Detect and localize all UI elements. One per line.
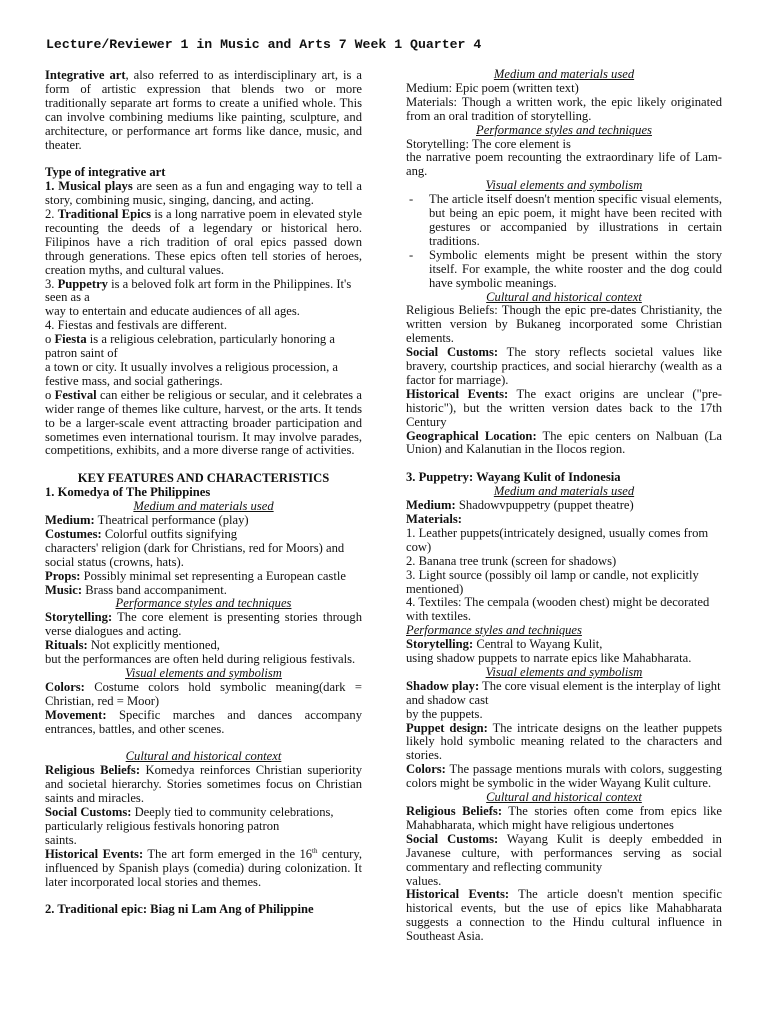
epic-medium: Medium: Epic poem (written text): [406, 80, 579, 95]
epic-storytelling-cont: the narrative poem recounting the extraordinary life of Lam-ang.: [406, 150, 722, 179]
komedya-sub-visual: Visual elements and symbolism: [125, 665, 282, 680]
komedya-social: Social Customs: Deeply tied to community celebrations, particularly religious festivals honoring patron: [45, 804, 334, 833]
wayang-material-2: 2. Banana tree trunk (screen for shadows): [406, 553, 617, 568]
komedya-storytelling: Storytelling: The core element is presenting stories through verse dialogues and acting.: [45, 610, 362, 639]
types-heading: Type of integrative art: [45, 165, 166, 180]
left-column: [45, 69, 362, 917]
type-puppetry: 3. Puppetry is a beloved folk art form in the Philippines. It's seen as a: [45, 276, 352, 305]
wayang-sub-cultural: Cultural and historical context: [486, 790, 642, 805]
document-title: Lecture/Reviewer 1 in Music and Arts 7 Week 1 Quarter 4: [46, 37, 482, 52]
komedya-heading: 1. Komedya of The Philippines: [45, 485, 211, 500]
wayang-heading: 3. Puppetry: Wayang Kulit of Indonesia: [406, 470, 621, 485]
komedya-religious: Religious Beliefs: Komedya reinforces Christian superiority and societal hierarchy. Stories sometimes focus on Christian saints and miracles.: [45, 763, 362, 806]
intro-text: , also referred to as interdisciplinary art, is a form of artistic expression that blends two or more traditionally separate art forms to create a unified whole. This can involve combining mediums like painting, sculpture, and architecture, or performance art forms like dance, music, and theater.: [45, 68, 362, 152]
wayang-material-1: 1. Leather puppets(intricately designed, usually comes from cow): [406, 525, 709, 554]
wayang-social-cont: values.: [406, 873, 442, 888]
komedya-movement: Movement: Specific marches and dances accompany entrances, battles, and other scenes.: [45, 707, 362, 736]
festival-item: o Festival can either be religious or secular, and it celebrates a wider range of themes like culture, harvest, or the arts. It tends to be a larger-scale event attracting broader participation and sometimes even international tourism. It may involve parades, competitions, exhibits, and a more diverse range of activities.: [45, 387, 362, 458]
komedya-sub-medium: Medium and materials used: [133, 499, 274, 514]
list-item: - The article itself doesn't mention specific visual elements, but being an epic poem, it might have been recited with gestures or accompanied by illustrations in certain traditions.: [406, 193, 722, 249]
wayang-shadow-play-cont: by the puppets.: [406, 706, 483, 721]
type-musical-plays: 1. Musical plays are seen as a fun and engaging way to tell a story, combining music, singing, dancing, and acting.: [45, 179, 362, 208]
komedya-medium: Medium: Theatrical performance (play): [45, 512, 249, 527]
epic-sub-cultural: Cultural and historical context: [486, 289, 642, 304]
wayang-medium: Medium: Shadowvpuppetry (puppet theatre): [406, 498, 634, 513]
epic-historical: Historical Events: The exact origins are unclear ("pre-historic"), but the written version dates back to the 17th Century: [406, 386, 722, 429]
epic-materials: Materials: Though a written work, the epic likely originated from an oral tradition of storytelling.: [406, 94, 722, 123]
komedya-colors: Colors: Costume colors hold symbolic meaning(dark = Christian, red = Moor): [45, 679, 362, 708]
komedya-costumes: Costumes: Colorful outfits signifying: [45, 526, 238, 541]
epic-storytelling: Storytelling: The core element is: [406, 136, 571, 151]
epic-heading: 2. Traditional epic: Biag ni Lam Ang of Philippine: [45, 902, 314, 917]
komedya-props: Props: Possibly minimal set representing a European castle: [45, 568, 346, 583]
komedya-sub-performance: Performance styles and techniques: [115, 596, 292, 611]
intro-term: Integrative art: [45, 68, 126, 82]
epic-geographical: Geographical Location: The epic centers on Nalbuan (La Union) and Kalanutian in the Ilocos region.: [406, 428, 722, 457]
wayang-religious: Religious Beliefs: The stories often come from epics like Mahabharata, which might have religious undertones: [406, 804, 722, 832]
fiesta-item: o Fiesta is a religious celebration, particularly honoring a patron saint of: [45, 332, 335, 361]
right-column: [406, 68, 722, 944]
komedya-music: Music: Brass band accompaniment.: [45, 582, 227, 597]
wayang-material-4: 4. Textiles: The cempala (wooden chest) might be decorated with textiles.: [406, 595, 710, 624]
wayang-shadow-play: Shadow play: The core visual element is the interplay of light and shadow cast: [406, 678, 721, 707]
komedya-rituals-cont: but the performances are often held during religious festivals.: [45, 652, 356, 667]
wayang-storytelling-cont: using shadow puppets to narrate epics like Mahabharata.: [406, 651, 692, 666]
epic-sub-medium: Medium and materials used: [493, 67, 635, 81]
wayang-materials-label: Materials:: [406, 511, 462, 526]
key-features-heading: KEY FEATURES AND CHARACTERISTICS: [77, 471, 330, 486]
wayang-puppet-design: Puppet design: The intricate designs on the leather puppets likely hold symbolic meaning related to the characters and stories.: [406, 720, 722, 763]
list-item: - Symbolic elements might be present within the story itself. For example, the white rooster and the dog could have symbolic meanings.: [406, 249, 722, 291]
komedya-social-cont: saints.: [45, 832, 77, 847]
fiesta-item-cont: a town or city. It usually involves a religious procession, a festive mass, and social gatherings.: [45, 360, 338, 388]
wayang-historical: Historical Events: The article doesn't mention specific historical events, but the use of epics like Mahabharata suggests a connection to the Hindu cultural influence in Southeast Asia.: [406, 887, 723, 944]
wayang-sub-visual: Visual elements and symbolism: [485, 664, 643, 679]
komedya-rituals: Rituals: Not explicitly mentioned,: [45, 638, 220, 653]
intro-paragraph: [45, 69, 362, 152]
wayang-colors: Colors: The passage mentions murals with colors, suggesting colors might be symbolic in the wider Wayang Kulit culture.: [406, 762, 722, 791]
type-fiestas-festivals: 4. Fiestas and festivals are different.: [45, 318, 227, 333]
type-puppetry-cont: way to entertain and educate audiences of all ages.: [45, 304, 300, 319]
epic-social: Social Customs: The story reflects societal values like bravery, courtship practices, and social hierarchy (wealth as a factor for marriage).: [406, 345, 722, 387]
type-traditional-epics: 2. Traditional Epics is a long narrative poem in elevated style recounting the deeds of a legendary or historical hero. Filipinos have a rich tradition of oral epics passed down through generations. These epics often tell stories of heroes, creation myths, and cultural values.: [45, 207, 363, 277]
wayang-sub-performance: Performance styles and techniques: [406, 623, 582, 638]
epic-sub-visual: Visual elements and symbolism: [485, 178, 643, 193]
wayang-material-3: 3. Light source (possibly oil lamp or candle, not explicitly mentioned): [406, 567, 699, 596]
wayang-social: Social Customs: Wayang Kulit is deeply embedded in Javanese culture, with performances serving as social commentary and reflecting community: [406, 831, 722, 874]
epic-visual-list: [406, 193, 722, 290]
komedya-sub-cultural: Cultural and historical context: [125, 749, 282, 764]
wayang-storytelling: Storytelling: Central to Wayang Kulit,: [406, 637, 603, 652]
epic-sub-performance: Performance styles and techniques: [476, 122, 652, 137]
komedya-historical: Historical Events: The art form emerged in the 16th century, influenced by Spanish plays (comedia) during colonization. It later incorporated local stories and themes.: [45, 846, 363, 889]
epic-religious: Religious Beliefs: Though the epic pre-dates Christianity, the written version by Bukaneg incorporated some Christian elements.: [406, 303, 722, 346]
komedya-costumes-cont: characters' religion (dark for Christians, red for Moors) and social status (crowns, hats).: [45, 540, 345, 569]
wayang-sub-medium: Medium and materials used: [493, 484, 635, 499]
